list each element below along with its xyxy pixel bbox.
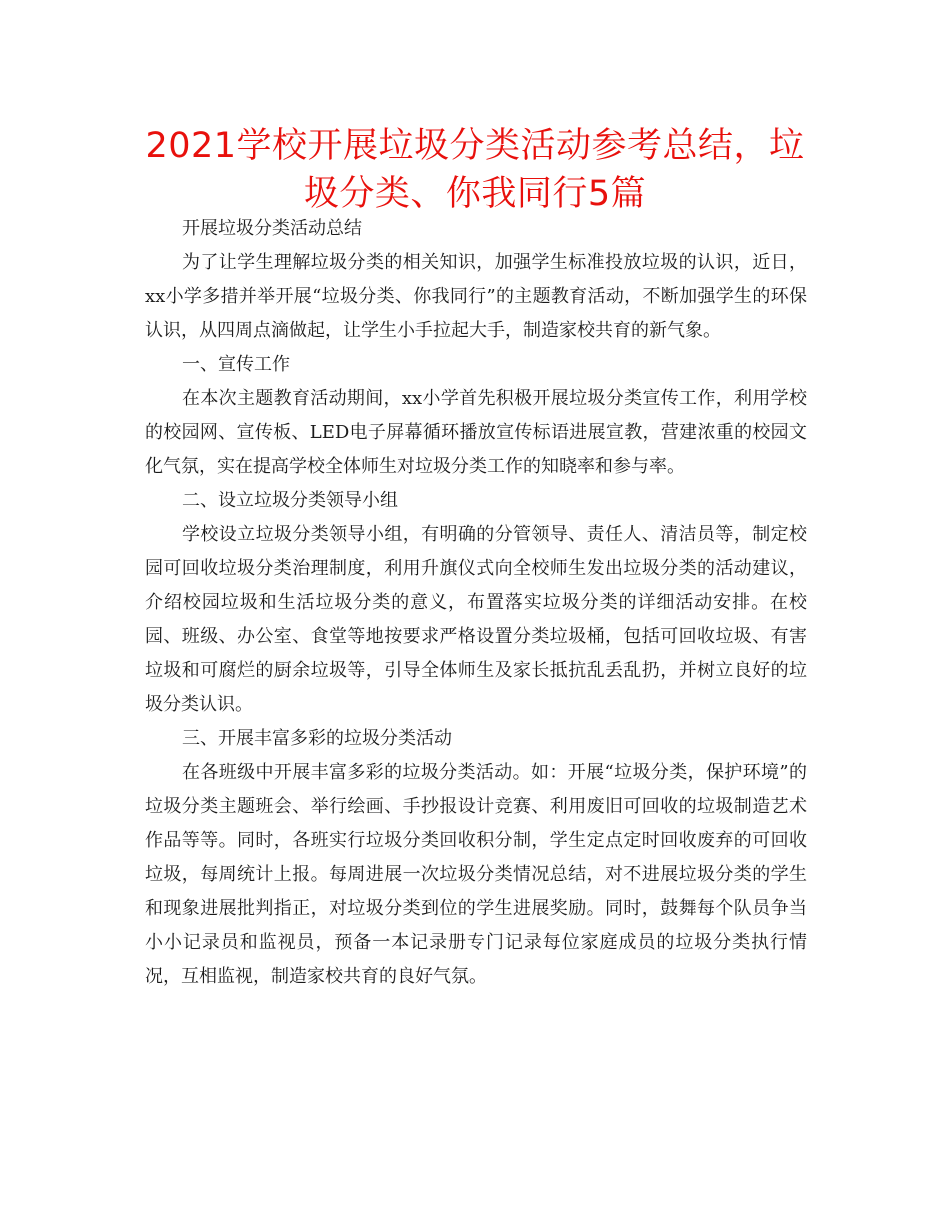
section-body-leadership-group: 学校设立垃圾分类领导小组，有明确的分管领导、责任人、清洁员等，制定校园可回收垃圾分类治理制度，利用升旗仪式向全校师生发出垃圾分类的活动建议，介绍校园垃圾和生活垃圾分类的意义，布置落实垃圾分类的详细活动安排。在校园、班级、办公室、食堂等地按要求严格设置分类垃圾桶，包括可回收垃圾、有害垃圾和可腐烂的厨余垃圾等，引导全体师生及家长抵抗乱丢乱扔，并树立良好的垃圾分类认识。 [145,524,807,715]
section-body-activities: 在各班级中开展丰富多彩的垃圾分类活动。如：开展“垃圾分类，保护环境”的垃圾分类主题班会、举行绘画、手抄报设计竞赛、利用废旧可回收的垃圾制造艺术作品等等。同时，各班实行垃圾分类回收积分制，学生定点定时回收废弃的可回收垃圾，每周统计上报。每周进展一次垃圾分类情况总结，对不进展垃圾分类的学生和现象进展批判指正，对垃圾分类到位的学生进展奖励。同时，鼓舞每个队员争当小小记录员和监视员，预备一本记录册专门记录每位家庭成员的垃圾分类执行情况，互相监视，制造家校共育的良好气氛。 [145,762,807,987]
section-heading-publicity: 一、宣传工作 [182,354,290,375]
document-title: 2021学校开展垃圾分类活动参考总结，垃圾分类、你我同行5篇 [145,126,805,214]
section-heading-leadership-group: 二、设立垃圾分类领导小组 [182,490,398,511]
intro-paragraph: 为了让学生理解垃圾分类的相关知识，加强学生标准投放垃圾的认识，近日，xx小学多措并举开展“垃圾分类、你我同行”的主题教育活动，不断加强学生的环保认识，从四周点滴做起，让学生小手拉起大手，制造家校共育的新气象。 [145,252,807,341]
document-body [145,212,807,994]
section-body-publicity: 在本次主题教育活动期间，xx小学首先积极开展垃圾分类宣传工作，利用学校的校园网、宣传板、LED电子屏幕循环播放宣传标语进展宣教，营建浓重的校园文化气氛，实在提高学校全体师生对垃圾分类工作的知晓率和参与率。 [145,388,807,477]
document-subtitle: 开展垃圾分类活动总结 [182,218,362,239]
section-heading-activities: 三、开展丰富多彩的垃圾分类活动 [182,728,452,749]
